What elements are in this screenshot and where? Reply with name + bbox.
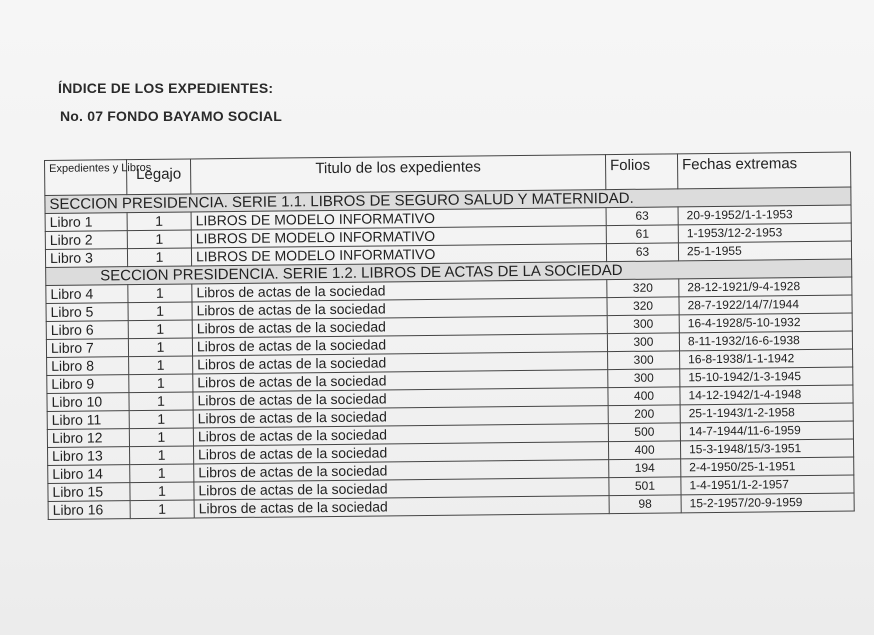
cell-libro: Libro 13 bbox=[48, 447, 130, 466]
col-header-legajo: Legajo bbox=[127, 159, 191, 195]
cell-folios: 300 bbox=[607, 333, 679, 352]
cell-libro: Libro 9 bbox=[47, 375, 129, 394]
col-header-fechas: Fechas extremas bbox=[677, 152, 850, 189]
cell-titulo: Libros de actas de la sociedad bbox=[194, 442, 609, 464]
section-title: SECCION PRESIDENCIA. SERIE 1.2. LIBROS DE ACTAS DE LA SOCIEDAD bbox=[46, 259, 852, 285]
cell-legajo: 1 bbox=[129, 392, 193, 411]
col-header-expedientes: Expedientes y Libros bbox=[45, 160, 127, 196]
cell-legajo: 1 bbox=[129, 428, 193, 447]
cell-fechas: 16-4-1928/5-10-1932 bbox=[679, 313, 852, 333]
cell-legajo: 1 bbox=[127, 230, 191, 249]
cell-fechas: 1-4-1951/1-2-1957 bbox=[681, 475, 854, 495]
cell-libro: Libro 1 bbox=[45, 213, 127, 232]
cell-folios: 300 bbox=[607, 315, 679, 334]
cell-fechas: 1-1953/12-2-1953 bbox=[678, 223, 851, 243]
cell-titulo: Libros de actas de la sociedad bbox=[194, 478, 609, 500]
cell-libro: Libro 15 bbox=[48, 483, 130, 502]
cell-folios: 98 bbox=[609, 495, 681, 514]
cell-titulo: LIBROS DE MODELO INFORMATIVO bbox=[191, 208, 606, 230]
cell-titulo: Libros de actas de la sociedad bbox=[193, 388, 608, 410]
cell-fechas: 15-3-1948/15/3-1951 bbox=[680, 439, 853, 459]
cell-folios: 300 bbox=[608, 351, 680, 370]
cell-titulo: Libros de actas de la sociedad bbox=[193, 406, 608, 428]
cell-libro: Libro 12 bbox=[47, 429, 129, 448]
cell-libro: Libro 3 bbox=[45, 249, 127, 268]
cell-folios: 501 bbox=[609, 477, 681, 496]
cell-titulo: LIBROS DE MODELO INFORMATIVO bbox=[191, 226, 606, 248]
cell-libro: Libro 4 bbox=[46, 285, 128, 304]
cell-folios: 320 bbox=[607, 279, 679, 298]
section-title: SECCION PRESIDENCIA. SERIE 1.1. LIBROS DE SEGURO SALUD Y MATERNIDAD. bbox=[45, 187, 851, 213]
cell-libro: Libro 11 bbox=[47, 411, 129, 430]
col-header-titulo: Titulo de los expedientes bbox=[190, 155, 605, 194]
cell-titulo: Libros de actas de la sociedad bbox=[194, 460, 609, 482]
cell-titulo: Libros de actas de la sociedad bbox=[192, 316, 607, 338]
cell-legajo: 1 bbox=[130, 446, 194, 465]
cell-fechas: 15-2-1957/20-9-1959 bbox=[681, 493, 854, 513]
cell-folios: 194 bbox=[609, 459, 681, 478]
cell-legajo: 1 bbox=[130, 500, 194, 519]
cell-libro: Libro 6 bbox=[46, 321, 128, 340]
cell-fechas: 20-9-1952/1-1-1953 bbox=[678, 205, 851, 225]
cell-titulo: Libros de actas de la sociedad bbox=[192, 280, 607, 302]
cell-titulo: Libros de actas de la sociedad bbox=[193, 352, 608, 374]
cell-libro: Libro 5 bbox=[46, 303, 128, 322]
cell-fechas: 25-1-1943/1-2-1958 bbox=[680, 403, 853, 423]
cell-libro: Libro 2 bbox=[45, 231, 127, 250]
cell-fechas: 28-7-1922/14/7/1944 bbox=[679, 295, 852, 315]
index-table-wrapper bbox=[44, 152, 855, 520]
cell-fechas: 14-12-1942/1-4-1948 bbox=[680, 385, 853, 405]
cell-legajo: 1 bbox=[127, 212, 191, 231]
cell-folios: 63 bbox=[606, 243, 678, 262]
cell-fechas: 16-8-1938/1-1-1942 bbox=[680, 349, 853, 369]
table-body bbox=[45, 187, 854, 519]
cell-folios: 300 bbox=[608, 369, 680, 388]
cell-legajo: 1 bbox=[129, 374, 193, 393]
cell-folios: 61 bbox=[606, 225, 678, 244]
cell-titulo: Libros de actas de la sociedad bbox=[193, 424, 608, 446]
cell-fechas: 8-11-1932/16-6-1938 bbox=[679, 331, 852, 351]
cell-legajo: 1 bbox=[128, 338, 192, 357]
cell-libro: Libro 8 bbox=[47, 357, 129, 376]
cell-libro: Libro 16 bbox=[48, 501, 130, 520]
cell-titulo: Libros de actas de la sociedad bbox=[192, 334, 607, 356]
cell-titulo: Libros de actas de la sociedad bbox=[192, 298, 607, 320]
col-header-folios: Folios bbox=[605, 154, 677, 190]
cell-legajo: 1 bbox=[130, 482, 194, 501]
cell-legajo: 1 bbox=[127, 248, 191, 267]
cell-titulo: LIBROS DE MODELO INFORMATIVO bbox=[191, 244, 606, 266]
cell-libro: Libro 14 bbox=[48, 465, 130, 484]
cell-legajo: 1 bbox=[129, 410, 193, 429]
cell-folios: 400 bbox=[608, 387, 680, 406]
cell-fechas: 2-4-1950/25-1-1951 bbox=[681, 457, 854, 477]
cell-folios: 400 bbox=[608, 441, 680, 460]
cell-folios: 200 bbox=[608, 405, 680, 424]
cell-folios: 320 bbox=[607, 297, 679, 316]
fund-title: No. 07 FONDO BAYAMO SOCIAL bbox=[60, 108, 282, 124]
index-title: ÍNDICE DE LOS EXPEDIENTES: bbox=[58, 80, 274, 96]
cell-libro: Libro 7 bbox=[46, 339, 128, 358]
cell-legajo: 1 bbox=[128, 320, 192, 339]
cell-titulo: Libros de actas de la sociedad bbox=[193, 370, 608, 392]
cell-fechas: 25-1-1955 bbox=[678, 241, 851, 261]
cell-titulo: Libros de actas de la sociedad bbox=[194, 496, 609, 518]
index-table bbox=[44, 152, 855, 520]
cell-fechas: 14-7-1944/11-6-1959 bbox=[680, 421, 853, 441]
cell-legajo: 1 bbox=[128, 302, 192, 321]
cell-folios: 63 bbox=[606, 207, 678, 226]
cell-legajo: 1 bbox=[128, 284, 192, 303]
cell-libro: Libro 10 bbox=[47, 393, 129, 412]
cell-fechas: 28-12-1921/9-4-1928 bbox=[679, 277, 852, 297]
cell-legajo: 1 bbox=[129, 356, 193, 375]
cell-fechas: 15-10-1942/1-3-1945 bbox=[680, 367, 853, 387]
cell-folios: 500 bbox=[608, 423, 680, 442]
cell-legajo: 1 bbox=[130, 464, 194, 483]
